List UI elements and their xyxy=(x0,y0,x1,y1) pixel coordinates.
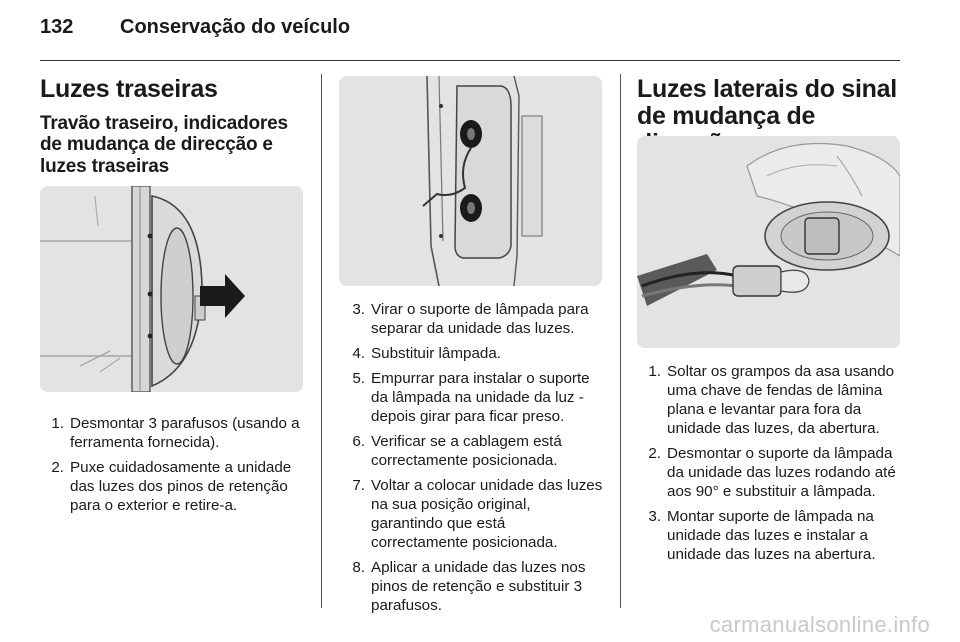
list-item: 3. Montar suporte de lâmpada na unidade das luzes e instalar a unidade das luzes na abertura. xyxy=(648,508,876,563)
side-indicator-figure xyxy=(637,136,900,348)
column-1-steps xyxy=(40,414,302,521)
tail-light-figure xyxy=(40,186,303,392)
list-item: 1. Soltar os grampos da asa usando uma chave de fendas de lâmina plana e levantar para fora da unidade das luzes, da abertura. xyxy=(648,363,895,437)
column-divider-2 xyxy=(620,74,621,608)
sub-heading: Travão traseiro, indicadores de mudança de direcção e luzes traseiras xyxy=(40,113,288,177)
list-item: 2. Desmontar o suporte da lâmpada da unidade das luzes rodando até aos 90° e substituir a lâmpada. xyxy=(648,445,896,500)
section-heading: Luzes traseiras xyxy=(40,75,218,103)
watermark: carmanualsonline.info xyxy=(709,612,930,637)
column-2-steps xyxy=(341,300,603,621)
list-item: 4. Substituir lâmpada. xyxy=(352,345,502,362)
section-heading: Luzes laterais do sinal de mudança de xyxy=(637,75,897,130)
page-number: 132 xyxy=(40,16,74,38)
column-1 xyxy=(40,76,305,177)
lamp-holder-figure xyxy=(339,76,602,286)
list-item: 5. Empurrar para instalar o suporte da lâmpada na unidade da luz - depois girar para ficar preso. xyxy=(352,370,590,425)
list-item: 7. Voltar a colocar unidade das luzes na sua posição original, garantindo que está correctamente posicionada. xyxy=(352,477,603,551)
list-item: 3. Virar o suporte de lâmpada para separar da unidade das luzes. xyxy=(352,301,589,337)
page-header xyxy=(40,16,350,46)
column-3-steps xyxy=(637,362,902,570)
list-item: 1. Desmontar 3 parafusos (usando a ferramenta fornecida). xyxy=(51,415,300,451)
column-divider-1 xyxy=(321,74,322,608)
list-item: 8. Aplicar a unidade das luzes nos pinos de retenção e substituir 3 parafusos. xyxy=(352,559,586,614)
section-title: Conservação do veículo xyxy=(120,16,351,38)
list-item: 2. Puxe cuidadosamente a unidade das luzes dos pinos de retenção para o exterior e retire-a. xyxy=(51,459,292,514)
list-item: 6. Verificar se a cablagem está correctamente posicionada. xyxy=(352,433,562,469)
header-rule xyxy=(40,60,900,61)
